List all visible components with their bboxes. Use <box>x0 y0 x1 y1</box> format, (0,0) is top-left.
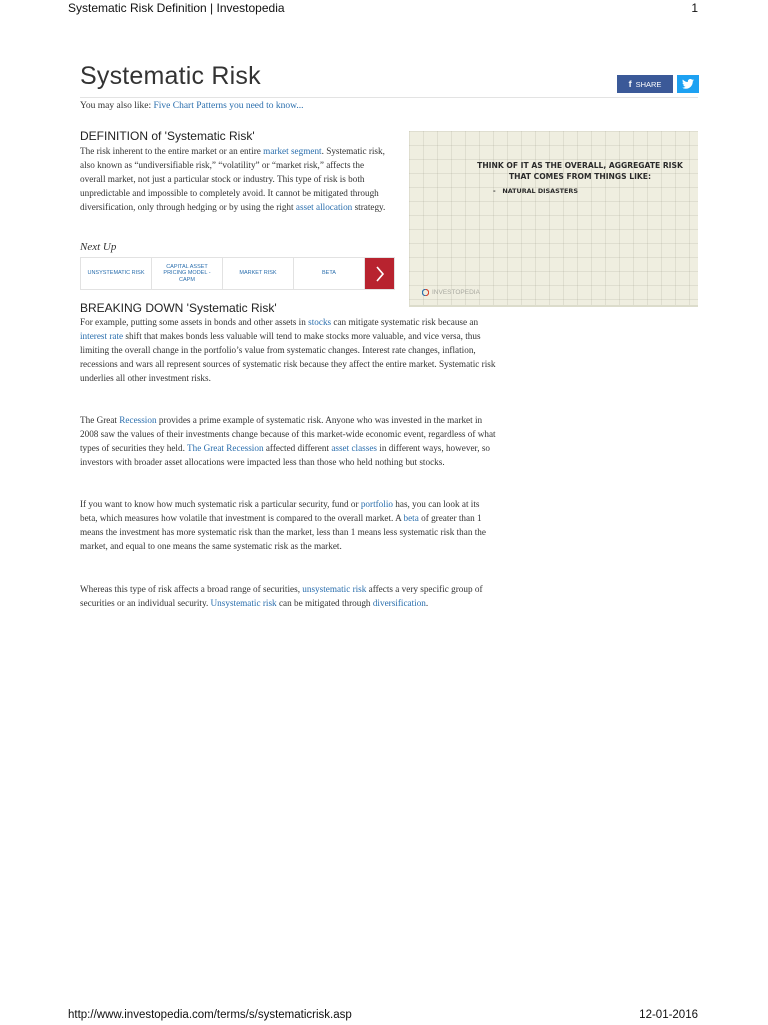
investopedia-logo-icon <box>422 289 429 296</box>
paragraph-text: The Great <box>80 415 120 425</box>
print-header-title: Systematic Risk Definition | Investopedia <box>68 1 285 15</box>
portfolio-link[interactable]: portfolio <box>360 499 393 509</box>
paragraph-text: shift that makes bonds less valuable will tend to make stocks more valuable, and vice versa, thus limiting the overall change in the portfolio’s value from systematic changes. Interest rate changes, inflation, recessions and wars all represent sources of systematic risk because they affect the entire market. Systematic risk underlies all other investment risks. <box>80 331 496 384</box>
paragraph-text: . <box>425 598 429 609</box>
asset-allocation-link[interactable]: asset allocation <box>295 202 353 213</box>
facebook-share-label: SHARE <box>635 79 662 89</box>
video-logo <box>422 289 480 296</box>
paragraph-text: affects a very specific group of securities or an individual security. <box>80 584 483 609</box>
paragraph-text: can be mitigated through <box>276 598 373 609</box>
next-up-item-unsystematic-risk[interactable]: UNSYSTEMATIC RISK <box>81 258 152 289</box>
print-page-number: 1 <box>691 1 698 15</box>
video-logo-text: INVESTOPEDIA <box>432 289 480 296</box>
also-like <box>80 101 304 111</box>
paragraph-text: has, you can look at its beta, which measures how volatile that investment is compared to the overall market. A <box>80 499 480 524</box>
paragraph-text: For example, putting some assets in bonds and other assets in <box>80 317 309 327</box>
also-like-link[interactable]: Five Chart Patterns you need to know... <box>153 101 304 111</box>
paragraph-text: affected different <box>263 443 332 454</box>
chevron-right-icon <box>375 266 385 282</box>
paragraph-text: provides a prime example of systematic risk. Anyone who was invested in the market in 2008 saw the values of their investments change because of this market-wide economic event, regardless of what types of securities they held. <box>80 415 496 454</box>
breaking-down-paragraph-4 <box>80 582 488 610</box>
next-up-item-beta[interactable]: BETA <box>294 258 365 289</box>
paragraph-text: Whereas this type of risk affects a broad range of securities, <box>80 584 303 594</box>
twitter-share-button[interactable] <box>677 75 699 93</box>
next-up-next-button[interactable] <box>365 258 394 289</box>
next-up-item-market-risk[interactable]: MARKET RISK <box>223 258 294 289</box>
unsystematic-risk-link[interactable]: unsystematic risk <box>302 584 367 594</box>
next-up-carousel <box>80 257 395 290</box>
breaking-down-paragraph-1 <box>80 315 496 385</box>
paragraph-text: can mitigate systematic risk because an <box>331 317 479 327</box>
video-bullet-text: NATURAL DISASTERS <box>502 187 578 195</box>
print-footer <box>68 1009 698 1025</box>
breaking-down-paragraph-2 <box>80 413 498 469</box>
recession-link[interactable]: Recession <box>119 415 157 425</box>
asset-classes-link[interactable]: asset classes <box>331 443 377 454</box>
definition-text <box>80 144 390 214</box>
paragraph-text: in different ways, however, so investors with broader asset allocations were impacted less than those who held nothing but stocks. <box>80 443 490 468</box>
video-bullet <box>493 187 578 195</box>
beta-link[interactable]: beta <box>403 513 419 524</box>
definition-heading: DEFINITION of 'Systematic Risk' <box>80 129 255 143</box>
twitter-bird-icon <box>682 79 694 89</box>
next-up-label: Next Up <box>80 241 117 253</box>
breaking-down-heading: BREAKING DOWN 'Systematic Risk' <box>80 301 277 315</box>
definition-text-part: strategy. <box>352 202 386 213</box>
next-up-item-capm[interactable]: CAPITAL ASSET PRICING MODEL - CAPM <box>152 258 223 289</box>
video-heading: THINK OF IT AS THE OVERALL, AGGREGATE RISK THAT COMES FROM THINGS LIKE: <box>477 161 683 181</box>
page-title: Systematic Risk <box>80 62 261 90</box>
market-segment-link[interactable]: market segment <box>263 146 322 156</box>
stocks-link[interactable]: stocks <box>308 317 332 327</box>
paragraph-text: If you want to know how much systematic risk a particular security, fund or <box>80 499 361 509</box>
paragraph-text: of greater than 1 means the investment has more systematic risk than the market, less than 1 means less systematic risk than the market, and equal to one means the same systematic risk as the market. <box>80 513 486 552</box>
print-footer-url: http://www.investopedia.com/terms/s/systematicrisk.asp <box>68 1009 352 1021</box>
interest-rate-link[interactable]: interest rate <box>80 331 124 342</box>
title-divider <box>80 97 698 98</box>
diversification-link[interactable]: diversification <box>372 598 426 609</box>
great-recession-link[interactable]: The Great Recession <box>187 443 264 454</box>
definition-text-part: The risk inherent to the entire market or an entire <box>80 146 264 156</box>
video-preview[interactable] <box>409 131 698 307</box>
facebook-icon: f <box>628 79 632 89</box>
video-bullet-dash: - <box>493 187 496 195</box>
breaking-down-paragraph-3 <box>80 497 492 553</box>
unsystematic-risk-link-2[interactable]: Unsystematic risk <box>210 598 277 609</box>
print-footer-date: 12-01-2016 <box>639 1009 698 1021</box>
definition-text-part: . Systematic risk, also known as “undiversifiable risk,” “volatility” or “market risk,” affects the overall market, not just a particular stock or industry. This type of risk is both unpredictable and impossible to completely avoid. It cannot be mitigated through diversification, only through hedging or by using the right <box>80 146 385 213</box>
also-like-prefix: You may also like: <box>80 101 154 111</box>
print-header <box>68 1 698 17</box>
facebook-share-button[interactable] <box>617 75 673 93</box>
